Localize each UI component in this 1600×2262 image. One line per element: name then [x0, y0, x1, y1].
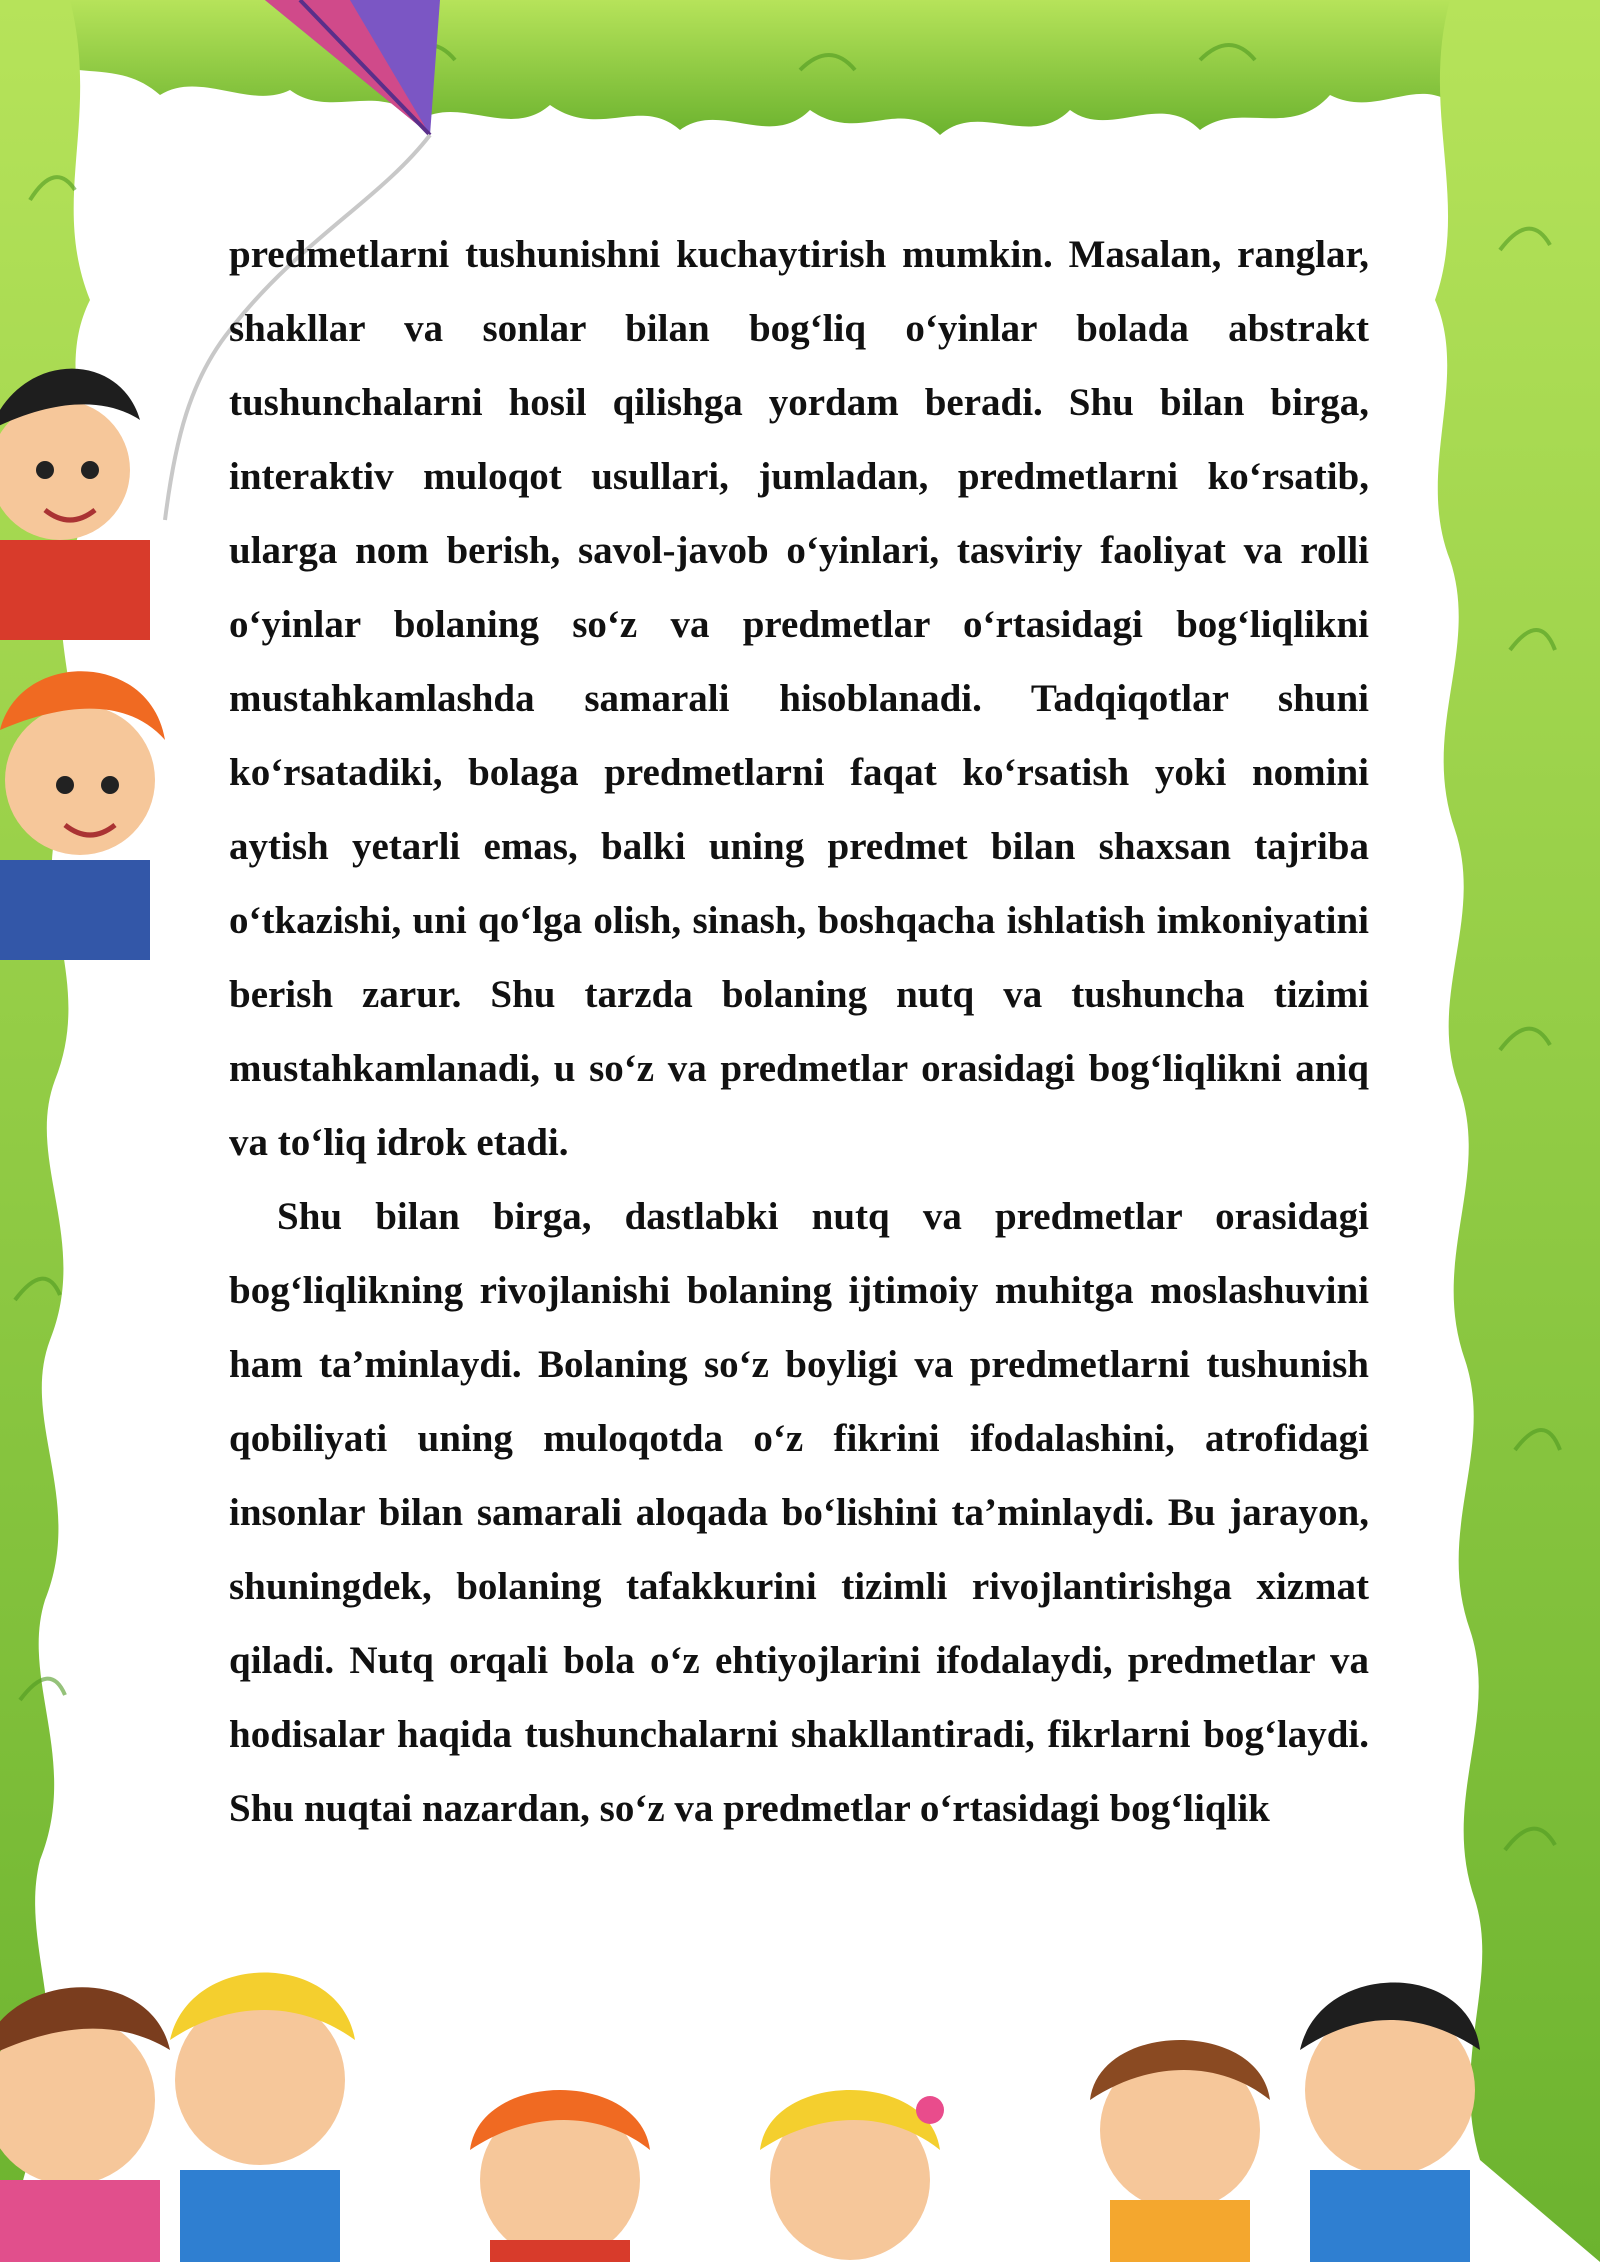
child-cartoon-icon	[0, 671, 165, 960]
paragraph: Shu bilan birga, dastlabki nutq va predmetlar orasidagi bog‘liqlikning rivojlanishi bolaning ijtimoiy muhitga moslashuvini ham ta’minlaydi. Bolaning so‘z boyligi va predmetlarni tushunish qobiliyati uning muloqotda o‘z fikrini ifodalashini, atrofidagi insonlar bilan samarali aloqada bo‘lishini ta’minlaydi. Bu jarayon, shuningdek, bolaning tafakkurini tizimli rivojlantirishga xizmat qiladi. Nutq orqali bola o‘z ehtiyojlarini ifodalaydi, predmetlar va hodisalar haqida tushunchalarni shakllantiradi, fikrlarni bog‘laydi. Shu nuqtai nazardan, so‘z va predmetlar o‘rtasidagi bog‘liqlik	[229, 1195, 1369, 1830]
child-cartoon-icon	[0, 369, 150, 640]
child-cartoon-icon	[170, 1973, 355, 2262]
body-text	[229, 218, 1369, 1846]
left-leaf-border	[0, 0, 90, 2262]
paragraph: predmetlarni tushunishni kuchaytirish mumkin. Masalan, ranglar, shakllar va sonlar bilan bog‘liq o‘yinlar bolada abstrakt tushunchalarni hosil qilishga yordam beradi. Shu bilan birga, interaktiv muloqot usullari, jumladan, predmetlarni ko‘rsatib, ularga nom berish, savol-javob o‘yinlari, tasviriy faoliyat va rolli o‘yinlar bolaning so‘z va predmetlar o‘rtasidagi bog‘liqlikni mustahkamlashda samarali hisoblanadi. Tadqiqotlar shuni ko‘rsatadiki, bolaga predmetlarni faqat ko‘rsatish yoki nomini aytish yetarli emas, balki uning predmet bilan shaxsan tajriba o‘tkazishi, uni qo‘lga olish, sinash, boshqacha ishlatish imkoniyatini berish zarur. Shu tarzda bolaning nutq va tushuncha tizimi mustahkamlanadi, u so‘z va predmetlar orasidagi bog‘liqlikni aniq va to‘liq idrok etadi.	[229, 233, 1369, 1164]
child-cartoon-icon	[1300, 1983, 1480, 2262]
child-cartoon-icon	[1090, 2040, 1270, 2262]
child-cartoon-icon	[760, 2090, 944, 2260]
child-cartoon-icon	[0, 1987, 170, 2262]
child-cartoon-icon	[470, 2090, 650, 2262]
right-leaf-border	[1435, 0, 1600, 2262]
